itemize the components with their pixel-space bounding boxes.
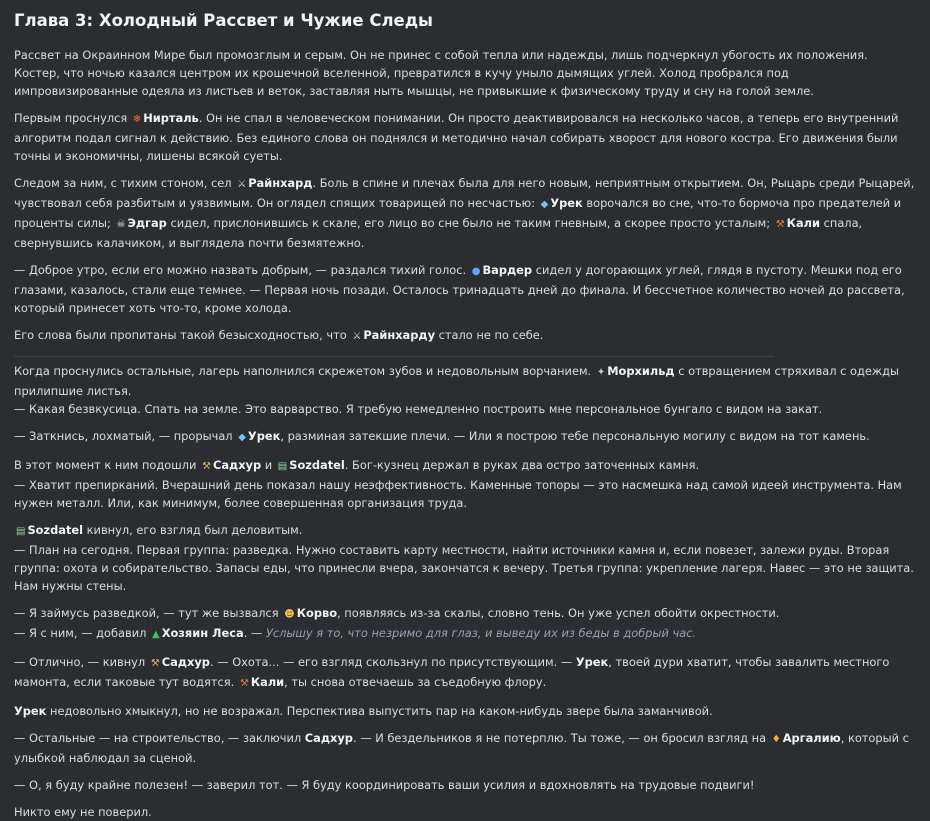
fire-demon-icon: ❄ [132,114,142,125]
character-name: Кали [786,216,820,230]
paragraph-text: и [264,458,273,472]
paragraph [14,521,916,595]
dialogue-line: — Я с ним, — добавил [14,626,147,640]
dialogue-line: — План на сегодня. Первая группа: разведка. Нужно составить карту местности, найти источники камня и, если повезет, залежи руды. Вторая группа: охота и собирательство. Запасы еды, что принесли вчера, закончатся к вечеру. Третья группа: укрепление лагеря. Навес — это не защита. Нам нужны стены. [14,543,914,593]
character-name: Урек [575,655,609,669]
water-drop-icon: ● [471,266,481,277]
paragraph [14,174,916,252]
paragraph-text: кивнул, его взгляд был деловитым. [86,523,303,537]
paragraph [14,109,916,165]
dialogue-line: — Какая безвкусица. Спать на земле. Это варварство. Я требую немедленно построить мне персональное бунгало с видом на закат. [14,402,823,416]
crossed-swords-icon: ⚔ [237,179,247,190]
wolf-icon: ✦ [596,367,606,378]
character-name: Садхур [161,655,210,669]
tree-icon: ▲ [152,629,160,640]
dialogue-line: — Я займусь разведкой, — тут же вызвался [14,606,279,620]
paragraph-text: ворочался во сне, что-то бормоча про предателей и проценты силы; [14,196,902,230]
italic-quote: Услышу я то, что незримо для глаз, и выведу их из беды в добрый час. [265,626,697,640]
paragraph [14,456,916,512]
dialogue-line: , разминая затекшие плечи. — Или я построю тебе персональную могилу с видом на тот камень. [280,429,870,443]
paragraph-text: с отвращением стряхивал с одежды прилипшие листья. [14,364,900,398]
technologist-icon: ▤ [277,461,288,472]
paragraph [14,653,916,693]
paragraph-text: спала, свернувшись калачиком, и выглядела почти безмятежно. [14,216,863,250]
character-name: Урек [14,704,47,718]
paragraph-text: . — И бездельников я не потерплю. Ты тоже, — он бросил взгляд на [352,731,767,745]
skull-icon: ☠ [116,219,126,230]
paragraph [14,729,916,767]
paragraph-text: Рассвет на Окраинном Мире был промозглым и серым. Он не принес с собой тепла или надежды, лишь подчеркнул убогость их положения. Костер, что ночью казался центром их крошечной вселенной, превратился в кучу уныло дымящих углей. Холод пробрался под импровизированные одеяла из листьев и веток, заставляя ныть мышцы, не привыкшие к физическому труду и сну на голой земле. [14,48,868,98]
section-divider [14,356,774,357]
character-name: Садхур [304,731,353,745]
paragraph-text: , появляясь из-за скалы, словно тень. Он уже успел обойти окрестности. [337,606,780,620]
paragraph-text: Первым проснулся [14,111,128,125]
gem-icon: ◆ [238,432,246,443]
gem-icon: ◆ [540,199,549,210]
character-name: Аргалию [782,731,841,745]
paragraph-text: . — Охота... — его взгляд скользнул по присутствующим. — [209,655,573,669]
character-name: Вардер [482,263,533,277]
character-name: Райнхарду [363,328,436,342]
paragraph-text: сидел у догорающих углей, глядя в пустоту. Мешки под его глазами, казалось, стали еще темнее. — Первая ночь позади. Осталось тринадцать дней до финала. И бессчетное количество ночей до рассвета, который принесет хоть что-то, кроме холода. [14,263,905,315]
paragraph-text: Никто ему не поверил. [14,805,152,819]
paragraph-text: сидел, прислонившись к скале, его лицо во сне было не таким гневным, а скорее просто усталым; [170,216,771,230]
pickaxe-icon: ⚒ [775,219,785,230]
character-name: Садхур [212,458,262,472]
paragraph-text: Когда проснулись остальные, лагерь наполнился скрежетом зубов и недовольным ворчанием. [14,364,592,378]
paragraph-text: . Он не спал в человеческом понимании. Он просто деактивировался на несколько часов, а теперь его внутренний алгоритм подал сигнал к действию. Без единого слова он поднялся и методично начал собирать хворост для нового костра. Его движения были точны и экономичны, лишены всякой суеты. [14,111,899,163]
hammer-pick-icon: ⚒ [150,658,160,669]
paragraph-text: — Доброе утро, если его можно назвать добрым, — раздался тихий голос. [14,263,467,277]
dialogue-line: — Остальные — на строительство, — заключил [14,731,302,745]
character-name: Кали [250,675,285,689]
chapter-title: Глава 3: Холодный Рассвет и Чужие Следы [14,11,433,30]
dialogue-line: — Заткнись, лохматый, — прорычал [14,429,233,443]
paragraph [14,46,916,100]
character-name: Sozdatel [27,523,84,537]
paragraph-text: В этот момент к ним подошли [14,458,197,472]
paragraph-text: . Бог-кузнец держал в руках два остро заточенных камня. [344,458,700,472]
dialogue-line: — Отлично, — кивнул [14,655,146,669]
paragraph-text: Его слова были пропитаны такой безысходностью, что [14,328,347,342]
paragraph-text: , который с улыбкой наблюдал за сценой. [14,731,909,765]
character-name: Нирталь [143,111,199,125]
character-name: Хозяин Леса [161,626,244,640]
paragraph [14,803,916,821]
paragraph [14,261,916,317]
character-name: Урек [247,429,281,443]
character-name: Урек [550,196,583,210]
paragraph [14,604,916,644]
paragraph-text: стало не по себе. [438,328,544,342]
paragraph [14,776,916,794]
character-name: Райнхард [248,176,313,190]
paragraph [14,702,916,720]
paragraph-text: . Боль в спине и плечах была для него новым, неприятным открытием. Он, Рыцарь среди Рыцарей, чувствовал себя разбитым и уязвимым. Он оглядел спящих товарищей по несчастью: [14,176,915,210]
character-name: Эдгар [127,216,167,230]
theater-masks-icon: ♦ [771,734,781,745]
paragraph-text: . — [243,626,263,640]
face-icon: ☻ [284,609,295,620]
paragraph-text: , твоей дури хватит, чтобы завалить местного мамонта, если таковые тут водятся. [14,655,890,689]
character-name: Морхильд [607,364,675,378]
pickaxe-icon: ⚒ [239,678,249,689]
paragraph [14,362,916,418]
technologist-icon: ▤ [16,526,26,537]
crossed-swords-icon: ⚔ [352,331,362,342]
paragraph [14,427,916,447]
paragraph-text: Следом за ним, с тихим стоном, сел [14,176,232,190]
paragraph [14,326,916,346]
hammer-pick-icon: ⚒ [201,461,211,472]
dialogue-line: — О, я буду крайне полезен! — заверил тот. — Я буду координировать ваши усилия и вдохновлять на трудовые подвиги! [14,778,755,792]
paragraph-text: недовольно хмыкнул, но не возражал. Перспектива выпустить пар на каком-нибудь звере была заманчивой. [50,704,713,718]
character-name: Корво [296,606,338,620]
dialogue-line: — Хватит препирканий. Вчерашний день показал нашу неэффективность. Каменные топоры — это насмешка над самой идеей инструмента. Нам нужен металл. Или, как минимум, более совершенная организация труда. [14,478,902,510]
character-name: Sozdatel [289,458,345,472]
paragraph-text: , ты снова отвечаешь за съедобную флору. [284,675,547,689]
